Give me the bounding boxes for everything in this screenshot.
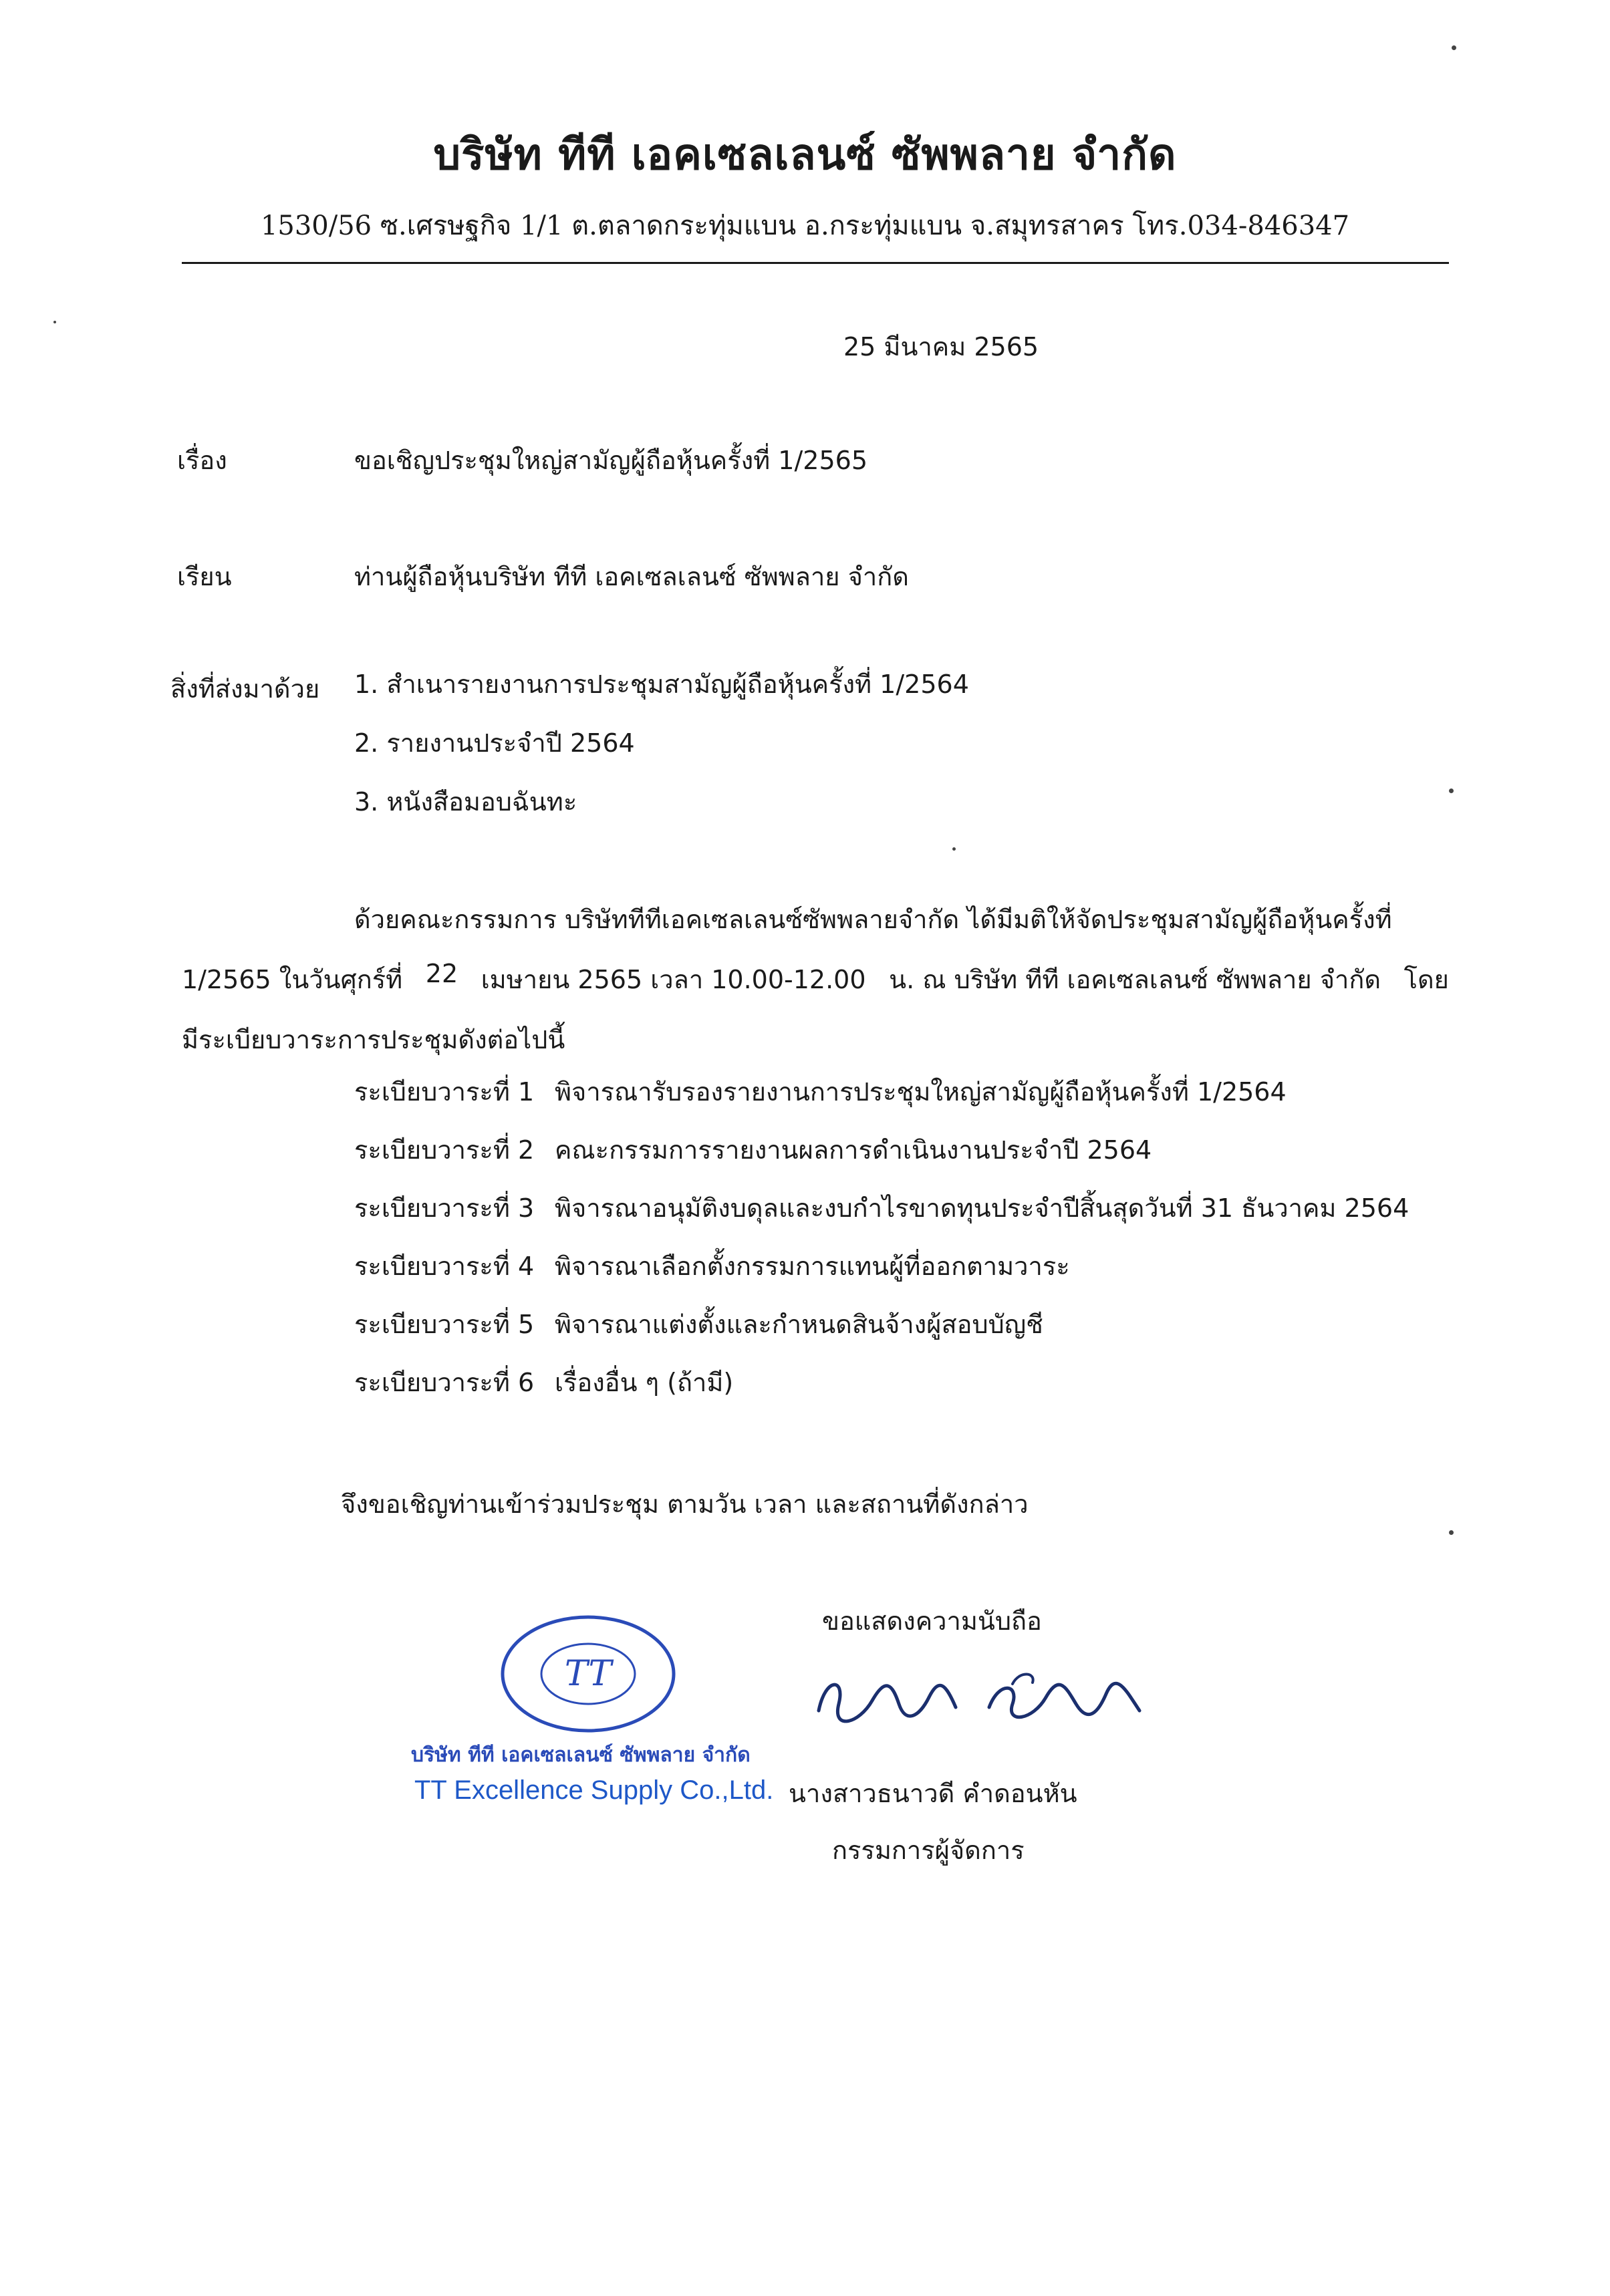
seal-company-name-th: บริษัท ทีที เอคเซลเลนซ์ ซัพพลาย จำกัด <box>411 1743 751 1767</box>
recipient-text: ท่านผู้ถือหุ้นบริษัท ทีที เอคเซลเลนซ์ ซัพพลาย จำกัด <box>354 562 909 591</box>
agenda-text: เรื่องอื่น ๆ (ถ้ามี) <box>555 1368 734 1397</box>
company-seal-logo <box>495 1610 682 1740</box>
closing-text: จึงขอเชิญท่านเข้าร่วมประชุม ตามวัน เวลา และสถานที่ดังกล่าว <box>341 1489 1029 1519</box>
agenda-label: ระเบียบวาระที่ 3 <box>354 1193 535 1223</box>
agenda-label: ระเบียบวาระที่ 2 <box>354 1135 535 1165</box>
scan-speck <box>53 321 56 323</box>
enclosure-item: 2. รายงานประจำปี 2564 <box>354 728 635 758</box>
body-line-2-part: น. ณ บริษัท ทีที เอคเซลเลนซ์ ซัพพลาย จำกัด <box>889 965 1381 994</box>
agenda-label: ระเบียบวาระที่ 6 <box>354 1368 535 1397</box>
agenda-label: ระเบียบวาระที่ 4 <box>354 1252 535 1281</box>
subject-text: ขอเชิญประชุมใหญ่สามัญผู้ถือหุ้นครั้งที่ 1/2565 <box>354 446 867 475</box>
header-divider <box>182 262 1449 264</box>
agenda-label: ระเบียบวาระที่ 1 <box>354 1077 535 1107</box>
scan-speck <box>1449 788 1454 793</box>
enclosures-list <box>354 668 969 845</box>
body-line-2-part: 1/2565 ในวันศุกร์ที่ <box>182 965 403 994</box>
agenda-item <box>354 1134 1409 1192</box>
agenda-item <box>354 1367 1409 1425</box>
agenda-list <box>354 1076 1409 1425</box>
scan-speck <box>952 847 956 851</box>
signer-name: นางสาวธนาวดี คำดอนหัน <box>789 1779 1077 1808</box>
agenda-text: พิจารณาแต่งตั้งและกำหนดสินจ้างผู้สอบบัญชี <box>555 1310 1043 1339</box>
body-line-2-part: 22 <box>425 959 458 988</box>
handwritten-signature <box>812 1664 1160 1740</box>
body-line-2-part: โดย <box>1403 965 1449 994</box>
company-name: บริษัท ทีที เอคเซลเลนซ์ ซัพพลาย จำกัด <box>433 130 1177 180</box>
seal-monogram: TT <box>564 1654 612 1694</box>
agenda-label: ระเบียบวาระที่ 5 <box>354 1310 535 1339</box>
agenda-item <box>354 1076 1409 1134</box>
agenda-text: พิจารณารับรองรายงานการประชุมใหญ่สามัญผู้ถือหุ้นครั้งที่ 1/2564 <box>555 1077 1287 1107</box>
body-line-2-part: เมษายน 2565 เวลา 10.00-12.00 <box>481 965 866 994</box>
enclosures-label: สิ่งที่ส่งมาด้วย <box>170 674 320 704</box>
agenda-item <box>354 1250 1409 1308</box>
company-address: 1530/56 ซ.เศรษฐกิจ 1/1 ต.ตลาดกระทุ่มแบน อ.กระทุ่มแบน จ.สมุทรสาคร โทร.034-846347 <box>260 210 1350 241</box>
body-line-1: ด้วยคณะกรรมการ บริษัททีทีเอคเซลเลนซ์ซัพพลายจำกัด ได้มีมติให้จัดประชุมสามัญผู้ถือหุ้นครั้งที่ <box>354 905 1392 934</box>
sign-off-respect: ขอแสดงความนับถือ <box>822 1606 1042 1636</box>
signer-position: กรรมการผู้จัดการ <box>832 1836 1025 1865</box>
letter-date: 25 มีนาคม 2565 <box>843 332 1039 362</box>
agenda-item <box>354 1192 1409 1250</box>
enclosure-item: 1. สำเนารายงานการประชุมสามัญผู้ถือหุ้นครั้งที่ 1/2564 <box>354 670 969 699</box>
agenda-item <box>354 1308 1409 1367</box>
agenda-text: พิจารณาอนุมัติงบดุลและงบกำไรขาดทุนประจำปีสิ้นสุดวันที่ 31 ธันวาคม 2564 <box>555 1193 1410 1223</box>
subject-label: เรื่อง <box>177 446 227 475</box>
agenda-text: พิจารณาเลือกตั้งกรรมการแทนผู้ที่ออกตามวาระ <box>555 1252 1070 1281</box>
enclosure-item: 3. หนังสือมอบฉันทะ <box>354 787 577 817</box>
body-line-2 <box>182 959 1449 1000</box>
scan-speck <box>1452 45 1456 50</box>
body-line-3: มีระเบียบวาระการประชุมดังต่อไปนี้ <box>182 1025 565 1054</box>
recipient-label: เรียน <box>177 562 232 591</box>
scan-speck <box>1449 1530 1454 1535</box>
agenda-text: คณะกรรมการรายงานผลการดำเนินงานประจำปี 2564 <box>555 1135 1152 1165</box>
seal-company-name-en: TT Excellence Supply Co.,Ltd. <box>414 1775 774 1805</box>
